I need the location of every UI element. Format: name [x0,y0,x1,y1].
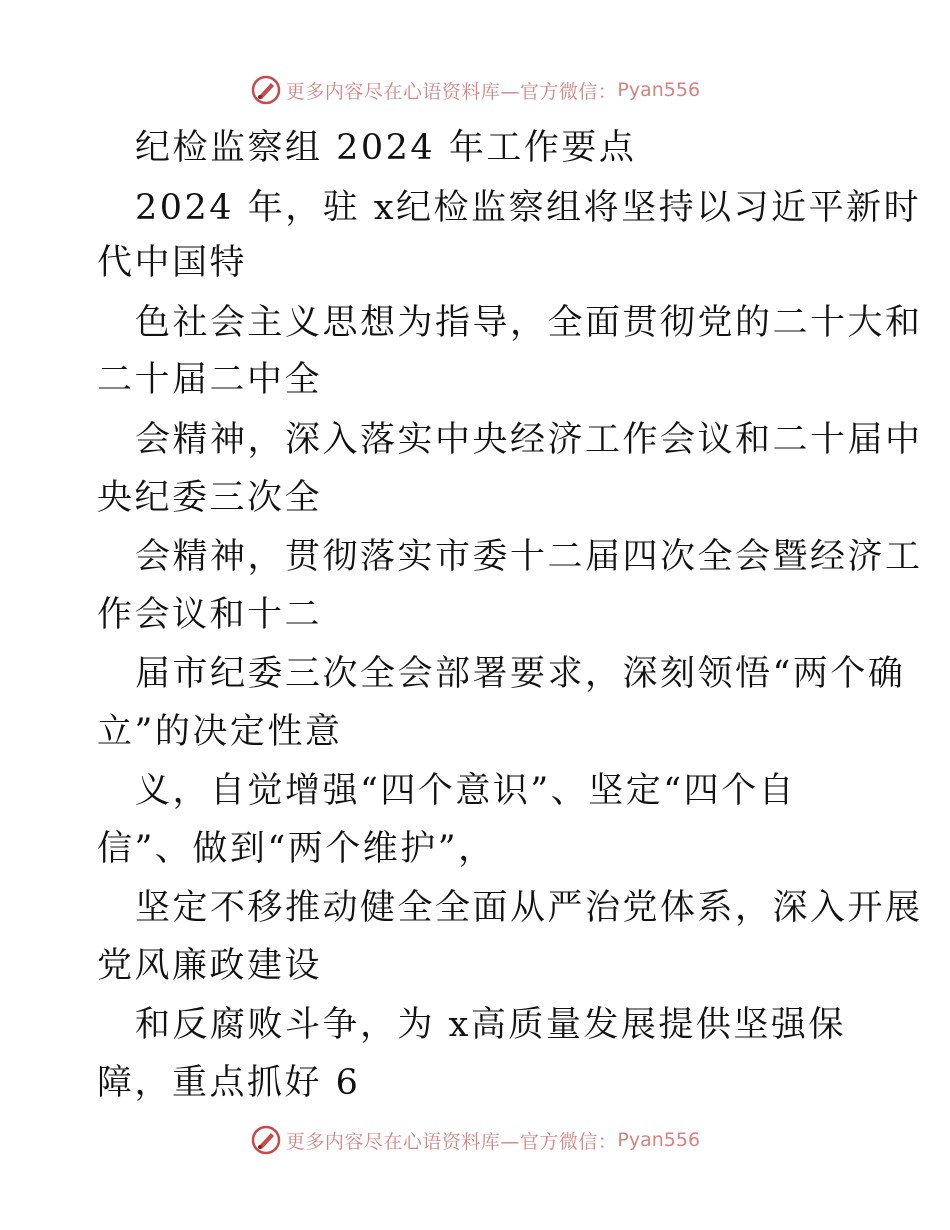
paragraph-line: 信”、做到“两个维护”， [97,829,496,869]
watermark-text: 更多内容尽在心语资料库—官方微信： [285,80,618,103]
paragraph-line: 2024 年，驻 x纪检监察组将坚持以习近平新时 [135,188,922,228]
paragraph-line: 障，重点抓好 6 [97,1063,361,1103]
document-title: 纪检监察组 2024 年工作要点 [135,128,637,168]
paragraph-line: 会精神，深入落实中央经济工作会议和二十届中 [135,420,923,460]
paragraph-line: 代中国特 [97,243,248,283]
paragraph-line: 立”的决定性意 [97,712,343,752]
header-watermark [0,70,950,110]
paragraph-line: 二十届二中全 [97,360,323,400]
paragraph-line: 会精神，贯彻落实市委十二届四次全会暨经济工 [135,537,923,577]
watermark-text: 更多内容尽在心语资料库—官方微信： [285,1130,618,1153]
paragraph-line: 党风廉政建设 [97,946,323,986]
paragraph-line: 义，自觉增强“四个意识”、坚定“四个自 [135,771,797,811]
paragraph-line: 央纪委三次全 [97,478,323,518]
paragraph-line: 届市纪委三次全会部署要求，深刻领悟“两个确 [135,654,906,694]
paragraph-line: 坚定不移推动健全全面从严治党体系，深入开展 [135,888,923,928]
paragraph-line: 和反腐败斗争，为 x高质量发展提供坚强保 [135,1005,846,1045]
wechat-id: Pyan556 [617,1129,701,1151]
pen-seal-icon [250,74,282,106]
paragraph-line: 作会议和十二 [97,595,323,635]
paragraph-line: 色社会主义思想为指导，全面贯彻党的二十大和 [135,303,923,343]
pen-seal-icon [250,1124,282,1156]
wechat-id: Pyan556 [617,79,701,101]
footer-watermark [0,1120,950,1160]
